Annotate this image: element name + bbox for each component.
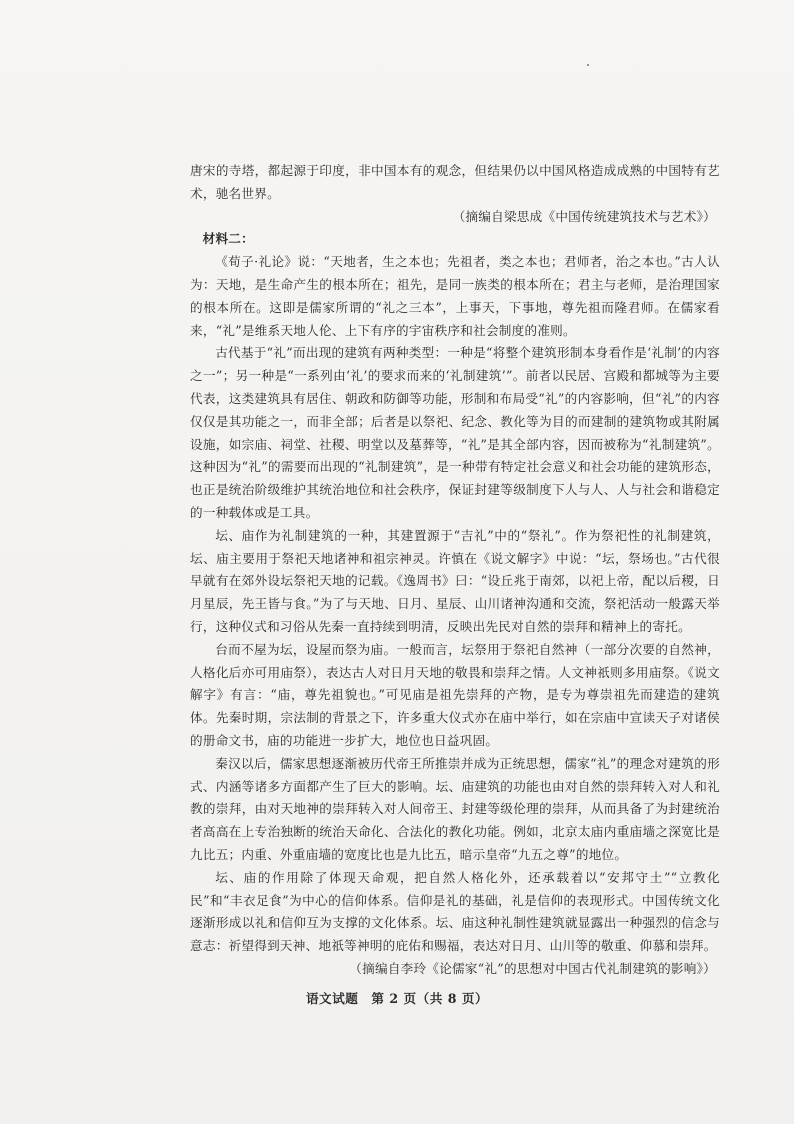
source-citation-1: （摘编自梁思成《中国传统建筑技术与艺术》） xyxy=(452,208,716,224)
article-body xyxy=(190,160,720,981)
paragraph-4: 台而不屋为坛，设屋而祭为庙。一般而言，坛祭用于祭祀自然神（一部分次要的自然神，人格化后亦可用庙祭），表达古人对日月天地的敬畏和崇拜之情。人文神祇则多用庙祭。《说文解字》有言：“庙，尊先祖貌也。”可见庙是祖先崇拜的产物，是专为尊崇祖先而建造的建筑体。先秦时期，宗法制的背景之下，许多重大仪式亦在庙中举行，如在宗庙中宣读天子对诸侯的册命文书，庙的功能进一步扩大，地位也日益巩固。 xyxy=(190,641,720,748)
paragraph-6: 坛、庙的作用除了体现天命观，把自然人格化外，还承载着以“安邦守土”“立教化民”和“丰衣足食”为中心的信仰体系。信仰是礼的基础，礼是信仰的表现形式。中国传统文化逐渐形成以礼和信仰互为支撑的文化体系。坛、庙这种礼制性建筑就显露出一种强烈的信念与意志：祈望得到天神、地祇等神明的庇佑和赐福，表达对日月、山川等的敬重、仰慕和崇拜。 xyxy=(190,869,720,954)
paragraph-2: 古代基于“礼”而出现的建筑有两种类型：一种是“将整个建筑形制本身看作是‘礼制’的内容之一”；另一种是“一系列由‘礼’的要求而来的‘礼制建筑’”。前者以民居、宫殿和都城等为主要代表，这类建筑具有居住、朝政和防御等功能，形制和布局受“礼”的内容影响，但“礼”的内容仅仅是其功能之一，而非全部；后者是以祭祀、纪念、教化等为目的而建制的建筑物或其附属设施，如宗庙、祠堂、社稷、明堂以及墓葬等，“礼”是其全部内容，因而被称为“礼制建筑”。这种因为“礼”的需要而出现的“礼制建筑”，是一种带有特定社会意义和社会功能的建筑形态，也正是统治阶级维护其统治地位和社会秩序，保证封建等级制度下人与人、人与社会和谐稳定的一种载体或是工具。 xyxy=(190,345,720,520)
paragraph-continuation: 唐宋的寺塔，都起源于印度，非中国本有的观念，但结果仍以中国风格造成成熟的中国特有艺术，驰名世界。 xyxy=(190,163,720,201)
paragraph-5: 秦汉以后，儒家思想逐渐被历代帝王所推崇并成为正统思想，儒家“礼”的理念对建筑的形式、内涵等诸多方面都产生了巨大的影响。坛、庙建筑的功能也由对自然的崇拜转入对人和礼教的崇拜，由对天地神的崇拜转入对人间帝王、封建等级伦理的崇拜，从而具备了为封建统治者高高在上专治独断的统治天命化、合法化的教化功能。例如，北京太庙内重庙墙之深宽比是九比五；内重、外重庙墙的宽度比也是九比五，暗示皇帝“九五之尊”的地位。 xyxy=(190,755,720,862)
source-citation-2: （摘编自李玲《论儒家“礼”的思想对中国古代礼制建筑的影响》） xyxy=(349,960,716,976)
material-heading: 材料二： xyxy=(202,231,254,247)
scan-speck xyxy=(587,64,589,66)
paragraph-1: 《荀子·礼论》说：“天地者，生之本也；先祖者，类之本也；君师者，治之本也。”古人认为：天地，是生命产生的根本所在；祖先，是同一族类的根本所在；君主与老师，是治理国家的根本所在。这即是儒家所谓的“礼之三本”，上事天，下事地，尊先祖而隆君师。在儒家看来，“礼”是维系天地人伦、上下有序的宇宙秩序和社会制度的准则。 xyxy=(190,254,720,338)
paragraph-3: 坛、庙作为礼制建筑的一种，其建置源于“吉礼”中的“祭礼”。作为祭祀性的礼制建筑，坛、庙主要用于祭祀天地诸神和祖宗神灵。许慎在《说文解字》中说：“坛，祭场也。”古代很早就有在郊外设坛祭祀天地的记载。《逸周书》曰：“设丘兆于南郊，以祀上帝，配以后稷，日月星辰，先王皆与食。”为了与天地、日月、星辰、山川诸神沟通和交流，祭祀活动一般露天举行，这种仪式和习俗从先秦一直持续到明清，反映出先民对自然的崇拜和精神上的寄托。 xyxy=(190,527,720,634)
page-footer: 语文试题 第 2 页（共 8 页） xyxy=(305,991,489,1006)
